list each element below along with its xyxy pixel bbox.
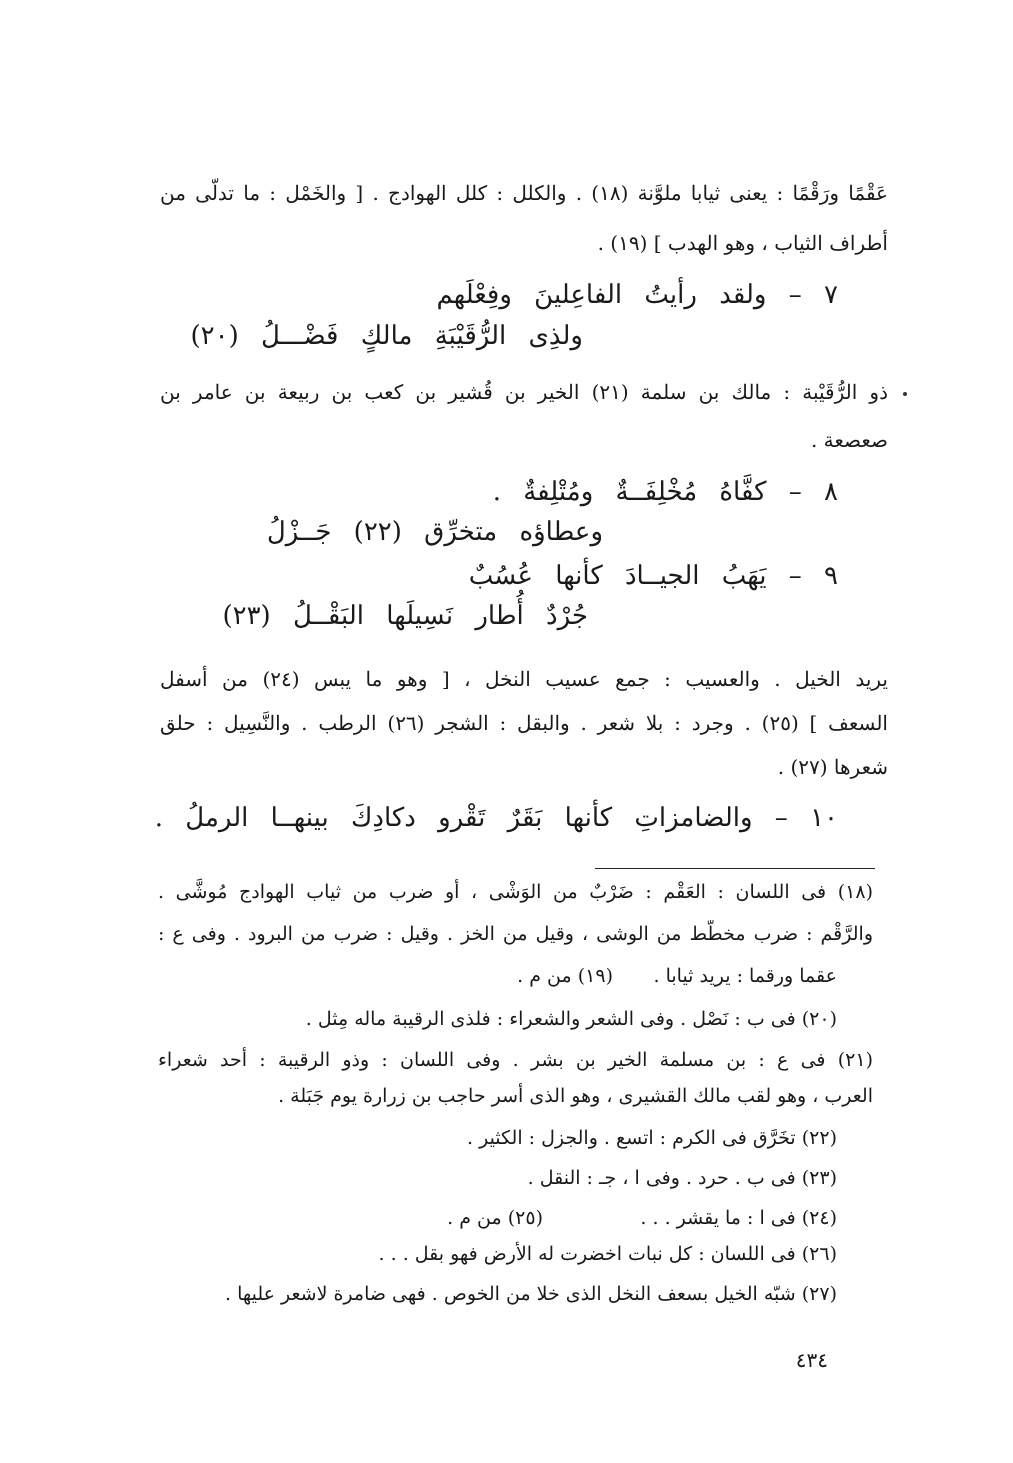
verse-8-first-hemistich: ٨ – كفَّاهُ مُخْلِفَــةٌ ومُتْلِفةٌ . [492, 477, 838, 507]
verse-10: ١٠ – والضامزاتِ كأنها بَقَرٌ تَقْرو دكادِكَ بينهــا الرملُ . [154, 803, 838, 833]
footnote-18-line-2: والرَّقْم : ضرب مخطَّط من الوشى ، وقيل من الخز . وقيل : ضرب من البرود . وفى ع : [158, 923, 873, 945]
verse-9-second-hemistich: جُرْدٌ أُطار نَسِيلَها البَقْــلُ (٢٣) [222, 601, 588, 631]
verse-7-second-hemistich: ولذِى الرُّقَيْبَةِ مالكٍ فَضْـــلُ (٢٠) [190, 321, 583, 351]
page-number: ٤٣٤ [795, 1348, 828, 1372]
footnote-21-line-2: العرب ، وهو لقب مالك القشيرى ، وهو الذى أسر حاجب بن زرارة يوم جَبَلة . [278, 1085, 873, 1107]
footnote-20: (٢٠) فى ب : نَصْل . وفى الشعر والشعراء : فلذى الرقيبة ماله مِثل . [305, 1008, 837, 1030]
verse-7-first-hemistich: ٧ – ولقد رأيتُ الفاعِلينَ وفِعْلَهم [436, 280, 838, 310]
paragraph-3-line-2: السعف ] (٢٥) . وجرد : بلا شعر . والبقل : الشجر (٢٦) الرطب . والنَّسِيل : حلق [160, 711, 888, 735]
footnote-18-line-1: (١٨) فى اللسان : العَقْم : ضَرْبٌ من الوَشْى ، أو ضرب من ثياب الهوادج مُوشَّى . [158, 881, 873, 903]
paragraph-3-line-3: شعرها (٢٧) . [777, 755, 888, 779]
footnote-27: (٢٧) شبّه الخيل بسعف النخل الذى خلا من الخوص . فهى ضامرة لاشعر عليها . [225, 1283, 837, 1305]
footnote-25: (٢٥) من م . [447, 1207, 543, 1229]
paragraph-2-line-2: صعصعة . [810, 428, 888, 452]
footnote-18-line-3: عقما ورقما : يريد ثيابا . [653, 965, 837, 987]
footnote-23: (٢٣) فى ب . حرد . وفى ا ، جـ : النقل . [527, 1167, 837, 1189]
paragraph-2-line-1: ذو الرُّقَيْبة : مالك بن سلمة (٢١) الخير بن قُشير بن كعب بن ربيعة بن عامر بن [160, 380, 888, 404]
footnote-24: (٢٤) فى ا : ما يقشر . . . [640, 1207, 837, 1229]
paragraph-1-line-2: أطراف الثياب ، وهو الهدب ] (١٩) . [597, 231, 888, 255]
verse-9-first-hemistich: ٩ – يَهَبُ الجيــادَ كأنها عُسُبٌ [468, 561, 838, 591]
footnote-separator [595, 868, 875, 869]
footnote-26: (٢٦) فى اللسان : كل نبات اخضرت له الأرض فهو بقل . . . [378, 1243, 837, 1265]
footnote-22: (٢٢) تخَرَّق فى الكرم : اتسع . والجزل : الكثير . [467, 1127, 837, 1149]
verse-8-second-hemistich: وعطاؤه متخرِّق (٢٢) جَــزْلُ [266, 517, 603, 547]
footnote-21-line-1: (٢١) فى ع : بن مسلمة الخير بن بشر . وفى اللسان : وذو الرقيبة : أحد شعراء [158, 1049, 873, 1071]
margin-mark [903, 392, 907, 396]
paragraph-1-line-1: عَقْمًا ورَقْمًا : يعنى ثيابا ملوَّنة (١٨) . والكلل : كلل الهوادج . [ والخَمْل : ما تدلَّى من [160, 181, 888, 205]
footnote-19: (١٩) من م . [517, 965, 613, 987]
paragraph-3-line-1: يريد الخيل . والعسيب : جمع عسيب النخل ، [ وهو ما يبس (٢٤) من أسفل [160, 667, 888, 691]
